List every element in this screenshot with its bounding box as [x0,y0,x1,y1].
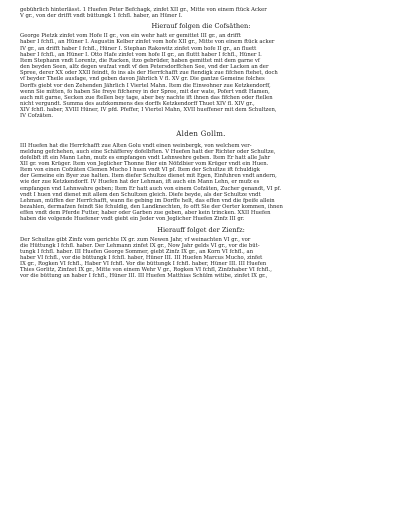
text-line: dofelbft ift ein Mann Lehn, mufz es empfangen vndt Lehnwehre geben. Item Er hatt alle Jahr [20,154,271,161]
text-line: IX gr., Rogken VI fchfl., Haber VI fchfl. Vor die büttungk I fchfl. haber, Hüner III. III Huefen [20,261,267,268]
paragraph [20,237,382,280]
text-line: Lehman, müffen der Herrfchafft, wann fie gebing im Dorffe helt, das effen vnd die fpeife allein [20,197,275,204]
text-line: haben die volgende Huefener vndt giebt ein Jeder von Jeglicher Huefen Zinfz III gr. [20,216,245,223]
text-line: Dorffs giebt vor den Zehenden Jährlich I Viertel Mahn. Item die Einwohner zue Ketzkendorff, [20,82,271,89]
text-line: Der Schultze gibt Zinfz vom gerichte IX gr. zum Newen Jahr, vf weinachten VI gr., vor [20,236,251,243]
text-line: XII gr. vom Krüger. Item von Jeglicher Thonne Bier ein Nöfzlbier vom Krüger vndt ein Huen. [20,160,269,167]
section-title: Alden Gollm. [176,129,226,138]
text-line: der Gemeine ein Byer zue halten. Item diefer Schultze dienet mit Egen, Einfuhren vndt andern, [20,173,277,180]
text-line: III Huefen hat die Herrfchafft zue Alten Golu vndt einen weinbergk, von welchem ver- [20,142,252,149]
paragraph [20,33,382,119]
text-line: IV gr., an drifft haber I fchfl., Hüner I. Stephan Rakowitz zinfet vom hofe II gr., an fluett [20,45,257,52]
text-line: effen vndt dem Pferde Futter, haber oder Garben zue geben, aber kein trincken. XXII Huefen [20,210,271,217]
text-line: XIV fchfl. haber, XVIII Hüner, IV pfd. Pfeffer, I Viertel Mahn, XVII hueffener mit dem Schultzen, [20,107,277,114]
text-line: V gr., von der drifft vndt büttungk 1 fchfl. haber, an Hüner I. [20,13,183,20]
text-line: den beyden Seen, alfz degen wufzat vndt vf den Petersdorffchen See, vnd der Lacken an der [20,64,269,71]
text-line: vndt I huen vnd dienet mit allem den Schultzen gleich. Diefe beyde, als der Schultze vndt [20,191,261,198]
text-line: vor die büttung an haber I fchfl., Hüner III. III Huefen Matthias Schülm witibe, zinfet IX gr., [20,273,268,280]
text-line: gebührlich hinterlässt. 1 Huefen Peter Befchagk, zinfet XII gr., Mitte von einem ftück Acker [20,7,267,13]
text-line: bezahlen, dermafzen feindt Sie fchuldig, den Landknechten, fo offt Sie der Oerter kommen, ihnen [20,204,283,211]
text-line: haber VI fchfl., vor die büttungk I fchfl. haber, Hüner III. III Huefen Marcus Mucho, zinfet [20,255,263,261]
text-line: vf beyder Theile ausfage, vnd geben davon Jährlich V fl. XV gr. Die gantze Gemeine folches [20,76,265,83]
text-line: empfangen vnd Lehnwahre geben; Item Er hatt auch von einem Cofzäten, Zucher genandt, VI pf. [20,185,282,192]
text-line: auch mit garne, Secken zue ftellen bey tage, aber bey nachte ift ihnen das fifchen oder ftellen [20,94,273,101]
text-line: tungk I fchfl. haber. III Huefen George Sommer, giebt Zinfz IX gr., an Korn VI fchfl., an [20,248,254,255]
text-line: Thies Gorlitz, Zinfzet IX gr., Mitte von einem Wehr V gr., Rogken VI fchfl, Zinfzhaber VI fchfl., [20,267,272,274]
section-heading: Hierauf folgen die Cofsäthen: [151,22,251,31]
text-line: nicht vergundt. Summa des aufzkommens des dorffs Ketzkendorff Thuet XIV fl. XIV gr., [20,101,255,108]
text-line: Item von einen Cofzäten Clemen Mucho I huen vndt VI pf. Item der Schultze ift fchuldigk [20,167,260,174]
paragraph [20,143,382,223]
text-line: wenn Sie mitten, fo haben Sie freye fifcherey in der Spree, mit der wate, Pofert vndt Hamen, [20,88,270,95]
text-line: IV Cofzäten. [20,113,54,120]
section-heading: Hierauff folget der Zienfz: [157,225,245,234]
text-line: haber I fchfl., an Hüner I. Augustin Kelber zinfet vom hofe XII gr., Mitte von einem ftück acker [20,39,275,46]
paragraph [20,7,382,19]
text-line: Spree, derer XX oder XXII feindt, fo ins als der Herrfchafft zue ftendigk zue fifchen ftehet, doch [20,70,278,77]
text-line: Item Stephann vndt Lorentz, die Racken, itzo gebrüder, haben gemittet mit dem garne vf [20,57,260,64]
text-line: wie der zue Ketzkendorff. IV Huefen hat der Lehman, ift auch ein Mann Lehn, er mufz es [20,179,260,186]
text-line: meldung gefchehen, auch eine Schäfferey dofelbften. V Huefen hatt der Richter oder Schultze, [20,148,276,155]
text-line: haber I fchfl., an Hüner I. Otto Hafe zinfet vom hofe II gr., an fluttt haber I fchfl., Hüner I. [20,51,262,58]
text-line: die Hüttungk I fchfl. haber. Der Lehmann zinfet IX gr., Now Jahr gelds VI gr., vor die büt- [20,242,260,249]
text-line: George Pietzk zinfet vom Hofe II gr., von ein wehr hatt er gemittet III gr., an drifft [20,33,241,40]
